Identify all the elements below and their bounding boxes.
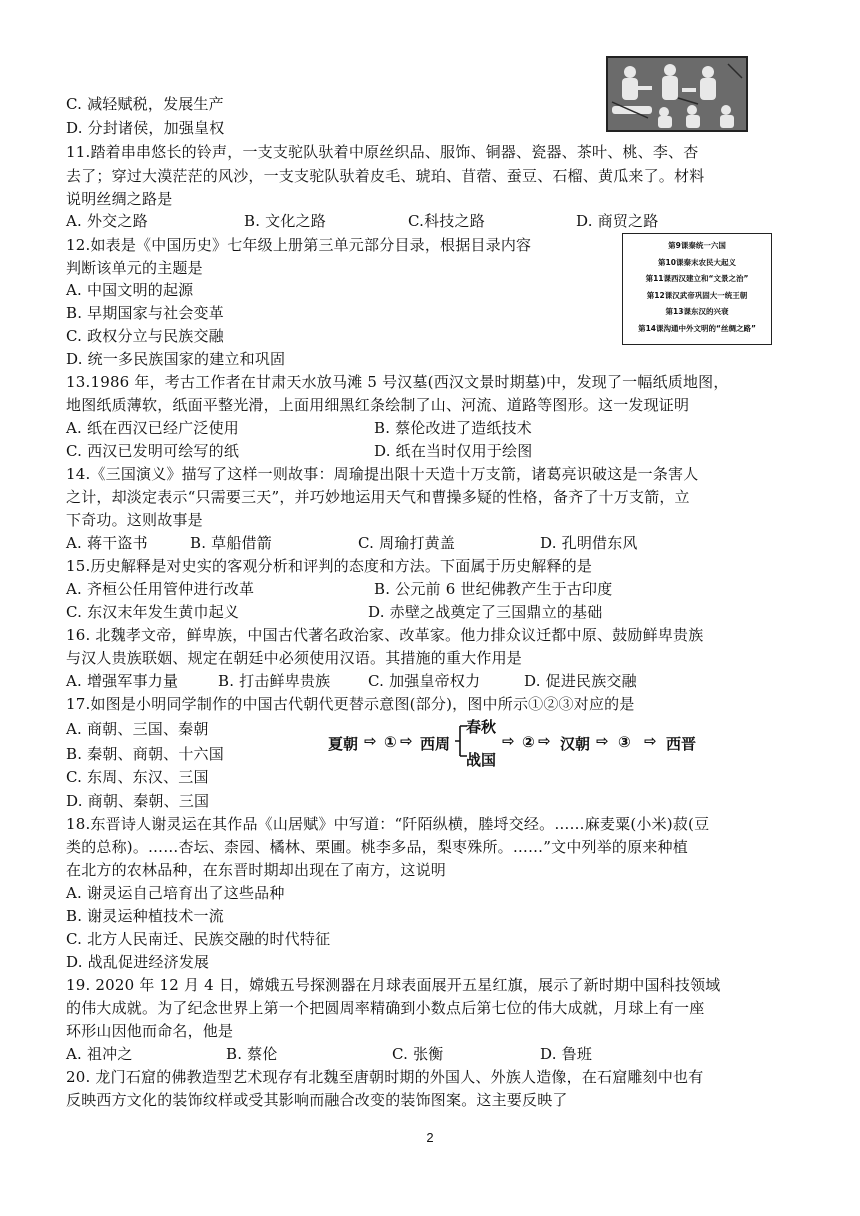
toc-row: 第12课汉武帝巩固大一统王朝 xyxy=(646,290,748,300)
q14-option-c: C. 周瑜打黄盖 xyxy=(358,534,456,552)
q16-text-line1: 16. 北魏孝文帝，鲜卑族，中国古代著名政治家、改革家。他力排众议迁都中原、鼓励鲜卑贵族 xyxy=(66,626,704,644)
dynasty-blank-3: ③ xyxy=(618,733,631,751)
q17-option-d: D. 商朝、秦朝、三国 xyxy=(66,792,210,810)
q16-option-d: D. 促进民族交融 xyxy=(524,672,637,690)
q14-option-d: D. 孔明借东风 xyxy=(540,534,638,552)
dynasty-han: 汉朝 xyxy=(560,735,591,753)
q17-option-c: C. 东周、东汉、三国 xyxy=(66,768,209,786)
arrow-right-icon: ⇨ xyxy=(644,732,657,750)
q13-option-c: C. 西汉已发明可绘写的纸 xyxy=(66,442,240,460)
toc-row: 第11课西汉建立和“文景之治” xyxy=(645,274,749,283)
q11-option-b: B. 文化之路 xyxy=(244,212,326,230)
arrow-right-icon: ⇨ xyxy=(596,732,609,750)
q15-option-d: D. 赤壁之战奠定了三国鼎立的基础 xyxy=(368,603,603,621)
toc-row: 第9课秦统一六国 xyxy=(668,241,726,250)
q11-text-line1: 11.踏着串串悠长的铃声，一支支驼队驮着中原丝织品、服饰、铜器、瓷器、茶叶、桃、李、杏 xyxy=(66,143,699,161)
q15-option-a: A. 齐桓公任用管仲进行改革 xyxy=(66,580,255,598)
q18-text-line3: 在北方的农林品种，在东晋时期却出现在了南方，这说明 xyxy=(66,861,447,879)
dynasty-blank-1: ① xyxy=(384,733,397,751)
dynasty-blank-2: ② xyxy=(522,733,535,751)
q18-option-c: C. 北方人民南迁、民族交融的时代特征 xyxy=(66,930,331,948)
q11-option-d: D. 商贸之路 xyxy=(576,212,659,230)
q18-text-line1: 18.东晋诗人谢灵运在其作品《山居赋》中写道：“阡陌纵横，塍埒交经。……麻麦粟(小米)菽(豆 xyxy=(66,815,710,833)
q16-option-a: A. 增强军事力量 xyxy=(66,672,179,690)
q11-text-line3: 说明丝绸之路是 xyxy=(66,190,173,208)
textbook-toc-table xyxy=(622,233,772,345)
q14-text-line2: 之计，却淡定表示“只需要三天”，并巧妙地运用天气和曹操多疑的性格，备齐了十万支箭，立 xyxy=(66,488,690,506)
page-number: 2 xyxy=(426,1130,434,1145)
q18-option-d: D. 战乱促进经济发展 xyxy=(66,953,210,971)
arrow-right-icon: ⇨ xyxy=(400,732,413,750)
q14-text-line3: 下奇功。这则故事是 xyxy=(66,511,203,529)
q16-option-b: B. 打击鲜卑贵族 xyxy=(218,672,331,690)
q15-option-b: B. 公元前 6 世纪佛教产生于古印度 xyxy=(374,580,613,598)
arrow-right-icon: ⇨ xyxy=(538,732,551,750)
q11-text-line2: 去了；穿过大漠茫茫的风沙，一支支驼队驮着皮毛、琥珀、苜蓿、蚕豆、石榴、黄瓜来了。材料 xyxy=(66,167,705,185)
q12-option-d: D. 统一多民族国家的建立和巩固 xyxy=(66,350,286,368)
q12-option-b: B. 早期国家与社会变革 xyxy=(66,304,224,322)
q19-option-b: B. 蔡伦 xyxy=(226,1045,278,1063)
q19-option-a: A. 祖冲之 xyxy=(66,1045,133,1063)
q18-text-line2: 类的总称)。……杏坛、柰园、橘林、栗圃。桃李多品，梨枣殊所。……”文中列举的原来种植 xyxy=(66,838,688,856)
q12-text-line2: 判断该单元的主题是 xyxy=(66,259,203,277)
q17-text-line1: 17.如图是小明同学制作的中国古代朝代更替示意图(部分)，图中所示①②③对应的是 xyxy=(66,695,635,713)
q11-option-c: C.科技之路 xyxy=(408,212,485,230)
q13-text-line2: 地图纸质薄软，纸面平整光滑，上面用细黑红条绘制了山、河流、道路等图形。这一发现证明 xyxy=(66,396,690,414)
q14-text-line1: 14.《三国演义》描写了这样一则故事：周瑜提出限十天造十万支箭，诸葛亮识破这是一条害人 xyxy=(66,465,699,483)
q10-option-d: D. 分封诸侯，加强皇权 xyxy=(66,119,225,137)
q13-option-a: A. 纸在西汉已经广泛使用 xyxy=(66,419,239,437)
q15-option-c: C. 东汉末年发生黄巾起义 xyxy=(66,603,240,621)
q16-text-line2: 与汉人贵族联姻、规定在朝廷中必须使用汉语。其措施的重大作用是 xyxy=(66,649,523,667)
period-chunqiu: 春秋 xyxy=(466,718,497,736)
q17-option-a: A. 商朝、三国、秦朝 xyxy=(66,720,209,738)
q19-text-line2: 的伟大成就。为了纪念世界上第一个把圆周率精确到小数点后第七位的伟大成就，月球上有一座 xyxy=(66,999,705,1017)
q13-option-d: D. 纸在当时仅用于绘图 xyxy=(374,442,533,460)
dynasty-xijin: 西晋 xyxy=(666,735,697,753)
dynasty-xizhou: 西周 xyxy=(420,735,451,753)
q12-option-c: C. 政权分立与民族交融 xyxy=(66,327,224,345)
q11-option-a: A. 外交之路 xyxy=(66,212,148,230)
q19-text-line1: 19. 2020 年 12 月 4 日，嫦娥五号探测器在月球表面展开五星红旗，展示了新时期中国科技领域 xyxy=(66,976,721,994)
q16-option-c: C. 加强皇帝权力 xyxy=(368,672,481,690)
q18-option-a: A. 谢灵运自己培育出了这些品种 xyxy=(66,884,285,902)
dynasty-xia: 夏朝 xyxy=(328,735,359,753)
q17-option-b: B. 秦朝、商朝、十六国 xyxy=(66,745,224,763)
q19-option-c: C. 张衡 xyxy=(392,1045,444,1063)
q10-option-c: C. 减轻赋税，发展生产 xyxy=(66,95,224,113)
q14-option-b: B. 草船借箭 xyxy=(190,534,272,552)
arrow-right-icon: ⇨ xyxy=(364,732,377,750)
q19-text-line3: 环形山因他而命名，他是 xyxy=(66,1022,234,1040)
arrow-right-icon: ⇨ xyxy=(502,732,515,750)
q14-option-a: A. 蒋干盗书 xyxy=(66,534,148,552)
toc-row: 第10课秦末农民大起义 xyxy=(658,257,736,267)
rubbing-figures-icon xyxy=(608,58,746,130)
toc-row: 第13课东汉的兴衰 xyxy=(665,307,729,316)
q13-text-line1: 13.1986 年，考古工作者在甘肃天水放马滩 5 号汉墓(西汉文景时期墓)中，发现了一幅纸质地图， xyxy=(66,373,729,391)
q20-text-line2: 反映西方文化的装饰纹样或受其影响而融合改变的装饰图案。这主要反映了 xyxy=(66,1091,568,1109)
q18-option-b: B. 谢灵运种植技术一流 xyxy=(66,907,224,925)
q12-text-line1: 12.如表是《中国历史》七年级上册第三单元部分目录，根据目录内容 xyxy=(66,236,532,254)
toc-row: 第14课沟通中外文明的“丝绸之路” xyxy=(638,323,756,333)
q12-option-a: A. 中国文明的起源 xyxy=(66,281,194,299)
period-zhanguo: 战国 xyxy=(466,751,497,769)
q15-text-line1: 15.历史解释是对史实的客观分析和评判的态度和方法。下面属于历史解释的是 xyxy=(66,557,593,575)
q19-option-d: D. 鲁班 xyxy=(540,1045,593,1063)
stone-rubbing-image xyxy=(606,56,748,132)
q20-text-line1: 20. 龙门石窟的佛教造型艺术现存有北魏至唐朝时期的外国人、外族人造像，在石窟雕刻中也有 xyxy=(66,1068,704,1086)
q13-option-b: B. 蔡伦改进了造纸技术 xyxy=(374,419,532,437)
